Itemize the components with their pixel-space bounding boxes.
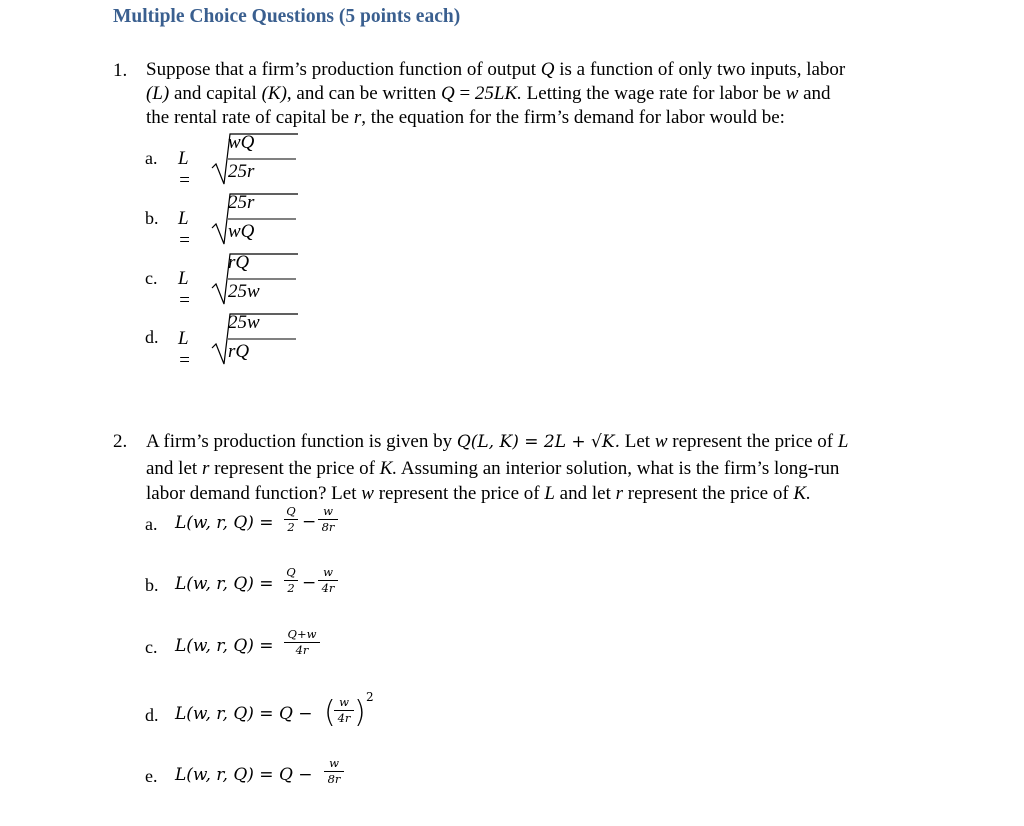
q2-text: and let xyxy=(146,457,202,479)
q2-option-b-letter[interactable]: b. xyxy=(145,575,159,595)
numerator: w xyxy=(323,504,333,518)
formula-denominator: 25w xyxy=(228,281,260,302)
q1-var-l: (L) xyxy=(146,83,170,104)
formula-lhs: L(w, r, Q) = xyxy=(175,574,274,594)
formula-lhs: L(w, r, Q) = xyxy=(175,636,274,656)
fraction xyxy=(318,505,338,534)
q2-var-k: K. xyxy=(379,457,398,479)
q2-text: Let xyxy=(619,431,655,452)
q1-option-b-letter[interactable]: b. xyxy=(145,208,159,228)
q1-option-d-letter[interactable]: d. xyxy=(145,327,159,347)
q1-var-k: (K) xyxy=(261,83,287,104)
q1-text: , and can be written xyxy=(286,83,441,104)
q2-text: Assuming an interior solution, what is the firm’s long-run xyxy=(397,457,840,479)
question-1-number: 1. xyxy=(113,60,128,81)
q1-text: , the equation for the firm’s demand for labor would be: xyxy=(361,107,785,128)
q2-text: A firm’s production function is given by xyxy=(146,431,457,452)
exponent: 2 xyxy=(366,690,374,704)
question-1-line-1 xyxy=(146,58,916,82)
numerator: Q xyxy=(286,565,296,579)
q2-text: represent the price of xyxy=(623,483,794,504)
question-1-text xyxy=(146,58,916,130)
sqrt-symbol xyxy=(210,132,300,188)
question-2-line-2 xyxy=(146,456,936,482)
q2-text: represent the price of xyxy=(209,457,380,479)
denominator: 2 xyxy=(287,520,295,534)
question-2-line-1 xyxy=(146,429,936,456)
formula-lhs: L = xyxy=(178,328,191,371)
minus-sign: − xyxy=(302,512,317,532)
q1-text: Letting the wage rate for labor be xyxy=(521,83,786,104)
formula-denominator: 25r xyxy=(228,161,255,182)
formula-lhs: L(w, r, Q) = Q − xyxy=(175,704,313,724)
denominator: 8r xyxy=(321,520,335,534)
q2-option-a-letter[interactable]: a. xyxy=(145,514,158,534)
fraction xyxy=(284,566,298,595)
numerator: Q xyxy=(286,504,296,518)
fraction xyxy=(284,505,298,534)
question-1-line-2 xyxy=(146,82,916,106)
denominator: 4r xyxy=(337,711,351,725)
denominator: 4r xyxy=(321,581,335,595)
q2-var-w: w xyxy=(654,431,668,452)
q1-var-q: Q xyxy=(540,59,555,80)
q1-expr: 25LK. xyxy=(474,83,522,104)
question-2-text xyxy=(146,429,936,507)
formula-numerator: rQ xyxy=(228,252,250,273)
q1-var-q: Q xyxy=(440,83,455,104)
formula-numerator: 25r xyxy=(228,192,255,213)
formula-lhs: L = xyxy=(178,148,191,191)
formula-numerator: wQ xyxy=(228,132,255,153)
q1-equals: = xyxy=(454,83,475,104)
denominator: 8r xyxy=(327,772,341,786)
q2-text: and let xyxy=(554,483,616,504)
q1-option-a-letter[interactable]: a. xyxy=(145,148,158,168)
formula-lhs: L(w, r, Q) = xyxy=(175,513,274,533)
q2-option-c-letter[interactable]: c. xyxy=(145,637,158,657)
q1-text: and xyxy=(798,83,831,104)
q2-var-r: r xyxy=(201,457,210,479)
right-paren: ) xyxy=(354,695,366,730)
fraction xyxy=(324,757,344,786)
q1-text: and capital xyxy=(169,83,262,104)
numerator: w xyxy=(329,756,339,770)
q1-text: the rental rate of capital be xyxy=(146,107,354,128)
q2-option-d-letter[interactable]: d. xyxy=(145,705,159,725)
fraction xyxy=(318,566,338,595)
left-paren: ( xyxy=(324,695,336,730)
q1-line1-text-b: is a function of only two inputs, labor xyxy=(559,59,846,80)
q2-var-r: r xyxy=(615,483,624,504)
q1-var-w: w xyxy=(785,83,799,104)
q1-var-r: r xyxy=(353,107,362,128)
formula-lhs: L = xyxy=(178,208,191,251)
numerator: Q+w xyxy=(287,627,317,641)
minus-sign: − xyxy=(302,573,317,593)
question-2-line-3 xyxy=(146,481,936,507)
formula-lhs: L(w, r, Q) = Q − xyxy=(175,765,313,785)
q2-text: represent the price of xyxy=(373,483,545,504)
formula-numerator: 25w xyxy=(228,312,260,333)
formula-denominator: rQ xyxy=(228,341,250,362)
section-header: Multiple Choice Questions (5 points each) xyxy=(113,6,461,27)
fraction xyxy=(334,696,354,725)
question-1-line-3 xyxy=(146,106,916,130)
q1-option-c-letter[interactable]: c. xyxy=(145,268,158,288)
q2-text: labor demand function? Let xyxy=(146,483,362,504)
q2-var-w: w xyxy=(361,483,374,504)
q1-line1-text: Suppose that a firm’s production function of output xyxy=(146,59,536,80)
q2-option-e-letter[interactable]: e. xyxy=(145,766,158,786)
q2-production-function: Q(L, K) = 2L + √K. xyxy=(456,432,620,452)
numerator: w xyxy=(323,565,333,579)
formula-denominator: wQ xyxy=(228,221,255,242)
question-2-number: 2. xyxy=(113,431,128,452)
q2-text: represent the price of xyxy=(667,431,838,452)
formula-lhs: L = xyxy=(178,268,191,311)
denominator: 2 xyxy=(287,581,295,595)
sqrt-symbol xyxy=(210,192,300,248)
q2-var-k: K. xyxy=(793,483,811,504)
q2-var-l: L xyxy=(837,431,849,452)
denominator: 4r xyxy=(295,643,309,657)
numerator: w xyxy=(339,695,349,709)
q2-var-l: L xyxy=(544,483,555,504)
fraction xyxy=(284,628,320,657)
